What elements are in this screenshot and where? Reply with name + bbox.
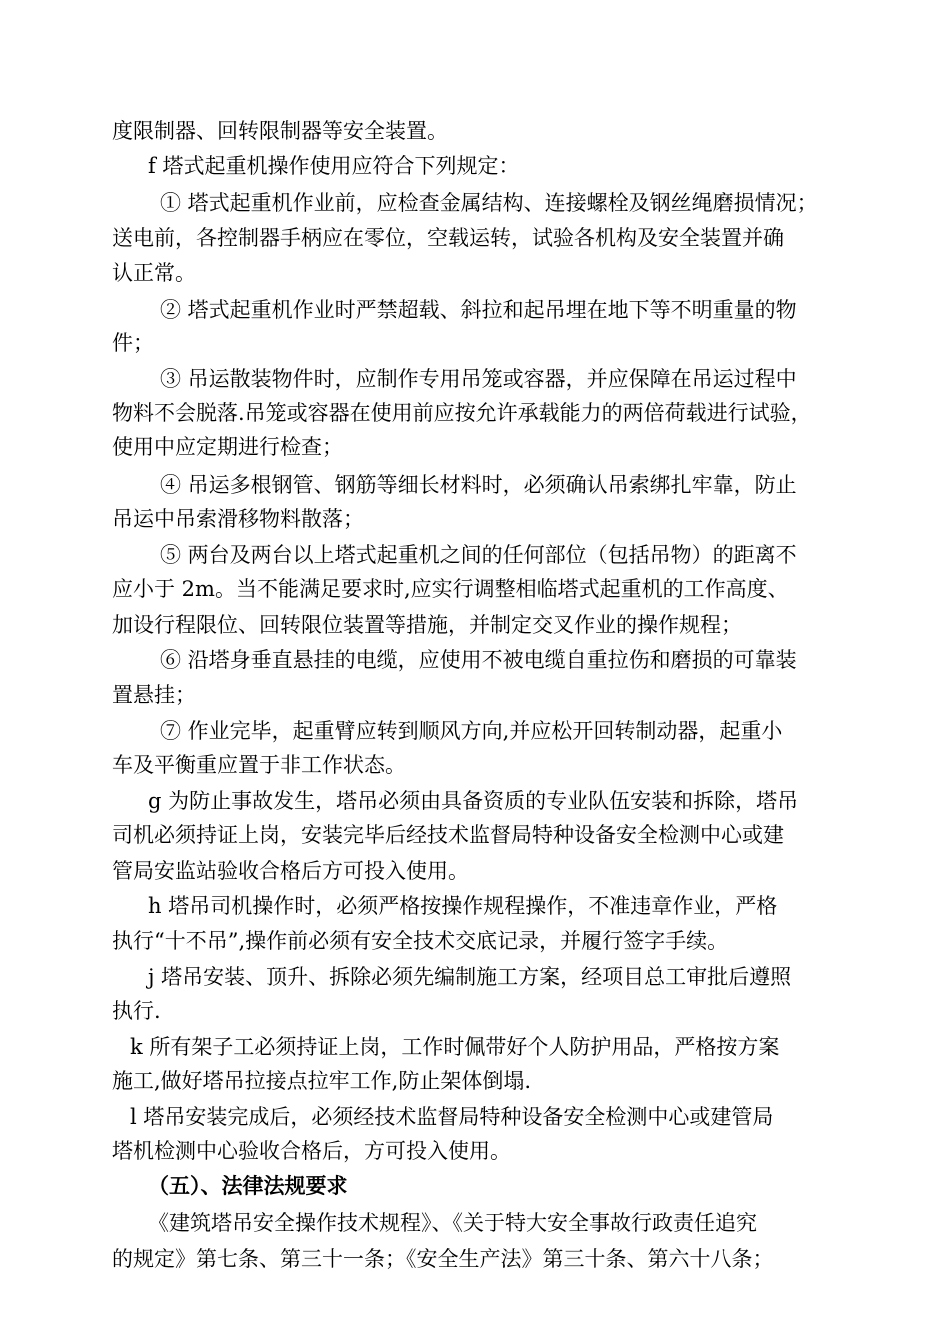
- text-line: ② 塔式起重机作业时严禁超载、斜拉和起吊埋在地下等不明重量的物: [160, 298, 797, 322]
- text-line: 使用中应定期进行检查；: [112, 435, 343, 459]
- text-line: 执行“十不吊”,操作前必须有安全技术交底记录，并履行签字手续。: [112, 929, 729, 953]
- text-line: ① 塔式起重机作业前，应检查金属结构、连接螺栓及钢丝绳磨损情况；: [160, 191, 818, 215]
- text-line: j 塔吊安装、顶升、拆除必须先编制施工方案，经项目总工审批后遵照: [148, 965, 792, 989]
- text-line: l 塔吊安装完成后，必须经技术监督局特种设备安全检测中心或建管局: [130, 1105, 774, 1129]
- text-line: 应小于 2m。当不能满足要求时,应实行调整相临塔式起重机的工作高度、: [112, 577, 789, 601]
- text-line: 置悬挂；: [112, 683, 196, 707]
- text-line: 《建筑塔吊安全操作技术规程》、《关于特大安全事故行政责任追究: [148, 1211, 757, 1235]
- text-line: 车及平衡重应置于非工作状态。: [112, 753, 406, 777]
- text-line: k 所有架子工必须持证上岗，工作时佩带好个人防护用品，严格按方案: [130, 1035, 780, 1059]
- text-line: h 塔吊司机操作时，必须严格按操作规程操作，不准违章作业，严格: [148, 894, 778, 918]
- text-line: ⑦ 作业完毕，起重臂应转到顺风方向,并应松开回转制动器，起重小: [160, 719, 783, 743]
- text-line: ③ 吊运散装物件时，应制作专用吊笼或容器，并应保障在吊运过程中: [160, 367, 797, 391]
- text-line: 送电前，各控制器手柄应在零位，空载运转，试验各机构及安全装置并确: [112, 226, 784, 250]
- text-line: 件；: [112, 331, 154, 355]
- text-line: 度限制器、回转限制器等安全装置。: [112, 119, 448, 143]
- text-line: g 为防止事故发生，塔吊必须由具备资质的专业队伍安装和拆除，塔吊: [148, 789, 799, 813]
- text-line: ⑥ 沿塔身垂直悬挂的电缆，应使用不被电缆自重拉伤和磨损的可靠装: [160, 648, 797, 672]
- text-line: 认正常。: [112, 261, 196, 285]
- text-line: ④ 吊运多根钢管、钢筋等细长材料时，必须确认吊索绑扎牢靠，防止: [160, 473, 797, 497]
- text-line: 管局安监站验收合格后方可投入使用。: [112, 859, 469, 883]
- text-line: 加设行程限位、回转限位装置等措施，并制定交叉作业的操作规程；: [112, 613, 742, 637]
- text-line: 司机必须持证上岗，安装完毕后经技术监督局特种设备安全检测中心或建: [112, 823, 784, 847]
- text-line: 物料不会脱落.吊笼或容器在使用前应按允许承载能力的两倍荷载进行试验，: [112, 401, 812, 425]
- section-heading: （五）、法律法规要求: [148, 1173, 348, 1198]
- text-line: 的规定》第七条、第三十一条；《安全生产法》第三十条、第六十八条；: [112, 1247, 774, 1271]
- text-line: 施工,做好塔吊拉接点拉牢工作,防止架体倒塌.: [112, 1069, 532, 1093]
- text-line: f 塔式起重机操作使用应符合下列规定：: [148, 154, 520, 178]
- text-line: 执行.: [112, 999, 161, 1023]
- text-line: 塔机检测中心验收合格后，方可投入使用。: [112, 1139, 511, 1163]
- text-line: ⑤ 两台及两台以上塔式起重机之间的任何部位（包括吊物）的距离不: [160, 543, 797, 567]
- text-line: 吊运中吊索滑移物料散落；: [112, 507, 364, 531]
